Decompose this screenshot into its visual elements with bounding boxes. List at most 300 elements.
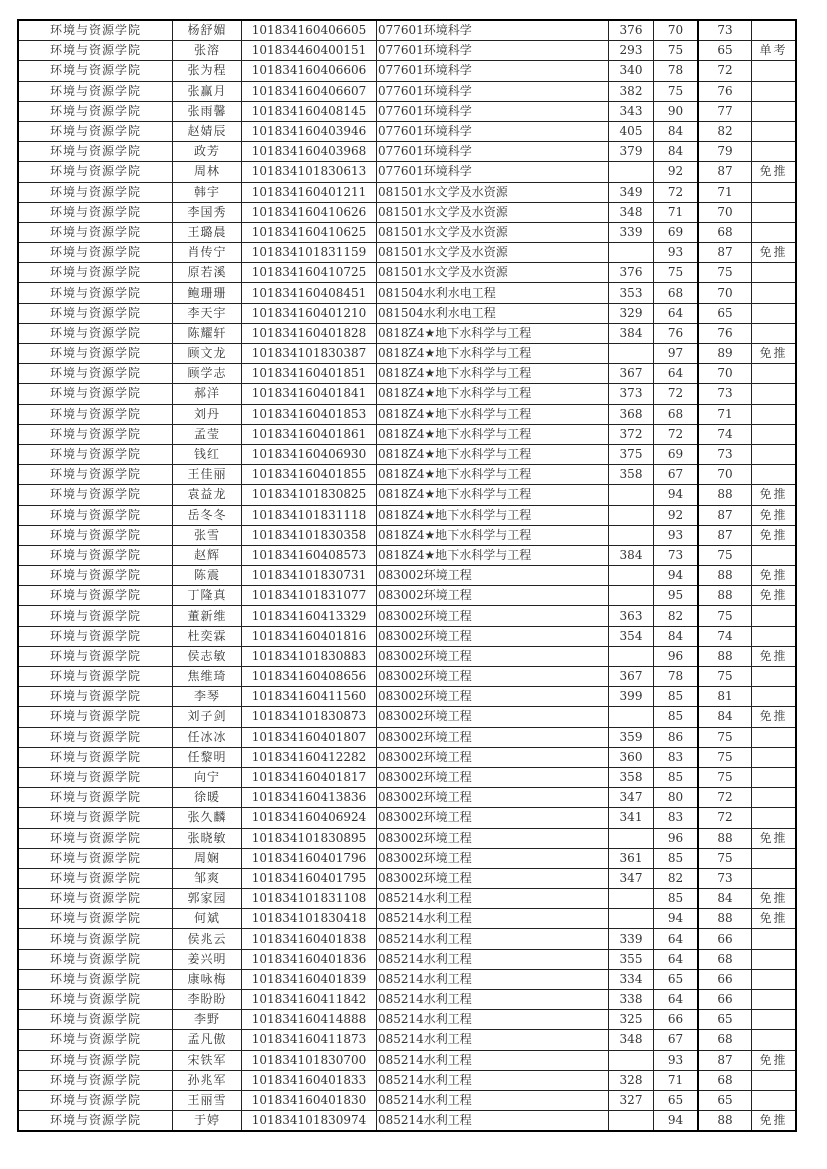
total-score-cell [609,646,654,666]
college-cell: 环境与资源学院 [18,121,173,141]
college-cell: 环境与资源学院 [18,606,173,626]
exam-id-cell: 101834160401839 [242,969,377,989]
final-score-cell: 73 [698,444,752,464]
exam-id-cell: 101834101830731 [242,566,377,586]
exam-id-cell: 101834160401833 [242,1070,377,1090]
college-cell: 环境与资源学院 [18,384,173,404]
major-cell: 085214水利工程 [377,1030,609,1050]
college-cell: 环境与资源学院 [18,101,173,121]
name-cell: 任冰冰 [173,727,242,747]
final-score-cell: 89 [698,344,752,364]
final-score-cell: 71 [698,182,752,202]
name-cell: 任黎明 [173,747,242,767]
retest-score-cell: 94 [654,566,699,586]
final-score-cell: 75 [698,848,752,868]
remark-cell: 免推 [752,889,797,909]
remark-cell [752,545,797,565]
remark-cell [752,444,797,464]
major-cell: 085214水利工程 [377,889,609,909]
total-score-cell: 361 [609,848,654,868]
college-cell: 环境与资源学院 [18,828,173,848]
name-cell: 周林 [173,162,242,182]
remark-cell: 免推 [752,505,797,525]
final-score-cell: 87 [698,243,752,263]
remark-cell [752,990,797,1010]
exam-id-cell: 101834101830883 [242,646,377,666]
retest-score-cell: 68 [654,283,699,303]
college-cell: 环境与资源学院 [18,949,173,969]
college-cell: 环境与资源学院 [18,485,173,505]
final-score-cell: 75 [698,747,752,767]
name-cell: 张为程 [173,61,242,81]
remark-cell: 免推 [752,566,797,586]
remark-cell [752,263,797,283]
remark-cell [752,949,797,969]
major-cell: 081504水利水电工程 [377,283,609,303]
major-cell: 077601环境科学 [377,162,609,182]
exam-id-cell: 101834160408656 [242,667,377,687]
retest-score-cell: 85 [654,767,699,787]
college-cell: 环境与资源学院 [18,1010,173,1030]
retest-score-cell: 65 [654,969,699,989]
total-score-cell: 367 [609,667,654,687]
major-cell: 085214水利工程 [377,1070,609,1090]
total-score-cell: 347 [609,868,654,888]
remark-cell [752,121,797,141]
exam-id-cell: 101834160401816 [242,626,377,646]
retest-score-cell: 97 [654,344,699,364]
table-row [18,243,796,263]
retest-score-cell: 85 [654,848,699,868]
final-score-cell: 66 [698,929,752,949]
college-cell: 环境与资源学院 [18,990,173,1010]
total-score-cell: 405 [609,121,654,141]
final-score-cell: 72 [698,61,752,81]
exam-id-cell: 101834460400151 [242,41,377,61]
table-row [18,303,796,323]
major-cell: 085214水利工程 [377,969,609,989]
total-score-cell: 327 [609,1090,654,1110]
total-score-cell: 358 [609,465,654,485]
major-cell: 083002环境工程 [377,727,609,747]
college-cell: 环境与资源学院 [18,243,173,263]
table-row [18,868,796,888]
college-cell: 环境与资源学院 [18,566,173,586]
final-score-cell: 75 [698,545,752,565]
remark-cell: 免推 [752,525,797,545]
name-cell: 李野 [173,1010,242,1030]
college-cell: 环境与资源学院 [18,344,173,364]
remark-cell: 单考 [752,41,797,61]
total-score-cell: 329 [609,303,654,323]
total-score-cell: 376 [609,263,654,283]
final-score-cell: 70 [698,202,752,222]
major-cell: 0818Z4★地下水科学与工程 [377,545,609,565]
table-row [18,1030,796,1050]
name-cell: 张雨馨 [173,101,242,121]
table-row [18,20,796,41]
total-score-cell: 348 [609,1030,654,1050]
remark-cell [752,404,797,424]
final-score-cell: 74 [698,424,752,444]
name-cell: 钱红 [173,444,242,464]
exam-id-cell: 101834160408145 [242,101,377,121]
table-row [18,1111,796,1132]
remark-cell [752,182,797,202]
total-score-cell: 340 [609,61,654,81]
major-cell: 077601环境科学 [377,81,609,101]
name-cell: 侯志敏 [173,646,242,666]
exam-id-cell: 101834160411873 [242,1030,377,1050]
major-cell: 085214水利工程 [377,1010,609,1030]
retest-score-cell: 76 [654,323,699,343]
retest-score-cell: 71 [654,1070,699,1090]
remark-cell [752,202,797,222]
retest-score-cell: 72 [654,424,699,444]
major-cell: 081501水文学及水资源 [377,202,609,222]
college-cell: 环境与资源学院 [18,889,173,909]
table-row [18,505,796,525]
remark-cell [752,626,797,646]
name-cell: 于婷 [173,1111,242,1132]
retest-score-cell: 78 [654,667,699,687]
table-row [18,142,796,162]
college-cell: 环境与资源学院 [18,1030,173,1050]
retest-score-cell: 82 [654,868,699,888]
college-cell: 环境与资源学院 [18,868,173,888]
name-cell: 向宁 [173,767,242,787]
table-row [18,101,796,121]
remark-cell [752,222,797,242]
table-row [18,121,796,141]
total-score-cell: 373 [609,384,654,404]
total-score-cell: 347 [609,788,654,808]
major-cell: 077601环境科学 [377,20,609,41]
name-cell: 赵辉 [173,545,242,565]
remark-cell: 免推 [752,646,797,666]
retest-score-cell: 92 [654,162,699,182]
final-score-cell: 66 [698,990,752,1010]
final-score-cell: 68 [698,1070,752,1090]
total-score-cell [609,243,654,263]
table-row [18,263,796,283]
exam-id-cell: 101834101831159 [242,243,377,263]
major-cell: 0818Z4★地下水科学与工程 [377,344,609,364]
remark-cell [752,808,797,828]
table-row [18,949,796,969]
name-cell: 康咏梅 [173,969,242,989]
retest-score-cell: 84 [654,142,699,162]
final-score-cell: 76 [698,323,752,343]
name-cell: 宋铁军 [173,1050,242,1070]
major-cell: 0818Z4★地下水科学与工程 [377,323,609,343]
final-score-cell: 88 [698,485,752,505]
table-row [18,525,796,545]
total-score-cell [609,889,654,909]
retest-score-cell: 86 [654,727,699,747]
total-score-cell: 376 [609,20,654,41]
college-cell: 环境与资源学院 [18,81,173,101]
name-cell: 徐暖 [173,788,242,808]
exam-id-cell: 101834101830974 [242,1111,377,1132]
exam-id-cell: 101834160403946 [242,121,377,141]
name-cell: 陈震 [173,566,242,586]
table-row [18,364,796,384]
remark-cell: 免推 [752,1111,797,1132]
remark-cell [752,465,797,485]
major-cell: 0818Z4★地下水科学与工程 [377,465,609,485]
table-row [18,727,796,747]
remark-cell [752,384,797,404]
retest-score-cell: 96 [654,828,699,848]
college-cell: 环境与资源学院 [18,687,173,707]
major-cell: 083002环境工程 [377,646,609,666]
table-row [18,283,796,303]
exam-id-cell: 101834160406605 [242,20,377,41]
table-row [18,687,796,707]
remark-cell [752,1090,797,1110]
college-cell: 环境与资源学院 [18,364,173,384]
table-row [18,808,796,828]
remark-cell: 免推 [752,828,797,848]
table-row [18,81,796,101]
exam-id-cell: 101834160401861 [242,424,377,444]
exam-id-cell: 101834160401851 [242,364,377,384]
name-cell: 王璐晨 [173,222,242,242]
college-cell: 环境与资源学院 [18,424,173,444]
major-cell: 081501水文学及水资源 [377,182,609,202]
name-cell: 赵婧辰 [173,121,242,141]
college-cell: 环境与资源学院 [18,545,173,565]
final-score-cell: 75 [698,263,752,283]
major-cell: 083002环境工程 [377,868,609,888]
exam-id-cell: 101834101830387 [242,344,377,364]
college-cell: 环境与资源学院 [18,61,173,81]
major-cell: 081501水文学及水资源 [377,263,609,283]
name-cell: 张晓敏 [173,828,242,848]
total-score-cell [609,162,654,182]
remark-cell [752,848,797,868]
name-cell: 袁益龙 [173,485,242,505]
total-score-cell: 368 [609,404,654,424]
remark-cell [752,61,797,81]
remark-cell [752,303,797,323]
exam-id-cell: 101834160401210 [242,303,377,323]
college-cell: 环境与资源学院 [18,1070,173,1090]
exam-id-cell: 101834101830825 [242,485,377,505]
total-score-cell: 325 [609,1010,654,1030]
major-cell: 0818Z4★地下水科学与工程 [377,505,609,525]
exam-id-cell: 101834101830873 [242,707,377,727]
final-score-cell: 65 [698,41,752,61]
table-row [18,323,796,343]
college-cell: 环境与资源学院 [18,404,173,424]
remark-cell [752,1070,797,1090]
table-row [18,848,796,868]
retest-score-cell: 93 [654,243,699,263]
retest-score-cell: 84 [654,626,699,646]
total-score-cell: 343 [609,101,654,121]
exam-id-cell: 101834160412282 [242,747,377,767]
remark-cell [752,81,797,101]
table-row [18,202,796,222]
final-score-cell: 82 [698,121,752,141]
college-cell: 环境与资源学院 [18,1050,173,1070]
retest-score-cell: 68 [654,404,699,424]
exam-id-cell: 101834160401796 [242,848,377,868]
final-score-cell: 87 [698,162,752,182]
table-row [18,182,796,202]
retest-score-cell: 67 [654,465,699,485]
exam-id-cell: 101834160406607 [242,81,377,101]
total-score-cell [609,485,654,505]
major-cell: 0818Z4★地下水科学与工程 [377,364,609,384]
total-score-cell: 348 [609,202,654,222]
retest-score-cell: 72 [654,384,699,404]
college-cell: 环境与资源学院 [18,626,173,646]
total-score-cell: 328 [609,1070,654,1090]
total-score-cell [609,525,654,545]
final-score-cell: 68 [698,1030,752,1050]
table-row [18,545,796,565]
exam-id-cell: 101834160410625 [242,222,377,242]
college-cell: 环境与资源学院 [18,162,173,182]
major-cell: 085214水利工程 [377,1050,609,1070]
exam-id-cell: 101834160413329 [242,606,377,626]
final-score-cell: 87 [698,1050,752,1070]
name-cell: 杨舒媚 [173,20,242,41]
total-score-cell: 334 [609,969,654,989]
remark-cell [752,20,797,41]
total-score-cell: 360 [609,747,654,767]
final-score-cell: 88 [698,646,752,666]
major-cell: 083002环境工程 [377,808,609,828]
final-score-cell: 73 [698,384,752,404]
retest-score-cell: 85 [654,707,699,727]
college-cell: 环境与资源学院 [18,465,173,485]
major-cell: 0818Z4★地下水科学与工程 [377,424,609,444]
retest-score-cell: 82 [654,606,699,626]
name-cell: 政芳 [173,142,242,162]
exam-id-cell: 101834160401817 [242,767,377,787]
college-cell: 环境与资源学院 [18,41,173,61]
exam-id-cell: 101834160414888 [242,1010,377,1030]
remark-cell [752,868,797,888]
remark-cell [752,283,797,303]
name-cell: 董新维 [173,606,242,626]
table-row [18,646,796,666]
college-cell: 环境与资源学院 [18,969,173,989]
name-cell: 鲍珊珊 [173,283,242,303]
major-cell: 077601环境科学 [377,121,609,141]
exam-id-cell: 101834160401836 [242,949,377,969]
exam-id-cell: 101834160411560 [242,687,377,707]
table-row [18,788,796,808]
total-score-cell: 339 [609,222,654,242]
exam-id-cell: 101834160406606 [242,61,377,81]
retest-score-cell: 75 [654,81,699,101]
retest-score-cell: 75 [654,41,699,61]
table-row [18,747,796,767]
exam-id-cell: 101834101830358 [242,525,377,545]
major-cell: 083002环境工程 [377,667,609,687]
remark-cell: 免推 [752,485,797,505]
name-cell: 张溶 [173,41,242,61]
final-score-cell: 88 [698,566,752,586]
major-cell: 085214水利工程 [377,1090,609,1110]
table-row [18,222,796,242]
name-cell: 岳冬冬 [173,505,242,525]
name-cell: 肖传宁 [173,243,242,263]
major-cell: 077601环境科学 [377,142,609,162]
total-score-cell [609,707,654,727]
total-score-cell [609,505,654,525]
college-cell: 环境与资源学院 [18,727,173,747]
total-score-cell: 367 [609,364,654,384]
remark-cell [752,667,797,687]
total-score-cell [609,344,654,364]
table-row [18,1010,796,1030]
exam-id-cell: 101834160401838 [242,929,377,949]
college-cell: 环境与资源学院 [18,303,173,323]
total-score-cell: 354 [609,626,654,646]
final-score-cell: 81 [698,687,752,707]
college-cell: 环境与资源学院 [18,1090,173,1110]
name-cell: 何斌 [173,909,242,929]
retest-score-cell: 83 [654,808,699,828]
retest-score-cell: 73 [654,545,699,565]
table-row [18,404,796,424]
college-cell: 环境与资源学院 [18,586,173,606]
final-score-cell: 65 [698,1090,752,1110]
major-cell: 081504水利水电工程 [377,303,609,323]
major-cell: 085214水利工程 [377,929,609,949]
name-cell: 周娴 [173,848,242,868]
college-cell: 环境与资源学院 [18,848,173,868]
name-cell: 陈耀轩 [173,323,242,343]
remark-cell [752,767,797,787]
retest-score-cell: 69 [654,222,699,242]
major-cell: 0818Z4★地下水科学与工程 [377,444,609,464]
college-cell: 环境与资源学院 [18,788,173,808]
table-row [18,606,796,626]
total-score-cell [609,586,654,606]
retest-score-cell: 69 [654,444,699,464]
retest-score-cell: 64 [654,364,699,384]
table-row [18,41,796,61]
name-cell: 丁隆真 [173,586,242,606]
final-score-cell: 65 [698,1010,752,1030]
college-cell: 环境与资源学院 [18,747,173,767]
total-score-cell [609,1111,654,1132]
name-cell: 王佳丽 [173,465,242,485]
total-score-cell: 382 [609,81,654,101]
college-cell: 环境与资源学院 [18,182,173,202]
college-cell: 环境与资源学院 [18,283,173,303]
final-score-cell: 65 [698,303,752,323]
final-score-cell: 75 [698,667,752,687]
name-cell: 李琴 [173,687,242,707]
college-cell: 环境与资源学院 [18,142,173,162]
final-score-cell: 87 [698,525,752,545]
exam-id-cell: 101834160413836 [242,788,377,808]
name-cell: 李天宇 [173,303,242,323]
exam-id-cell: 101834160401830 [242,1090,377,1110]
major-cell: 085214水利工程 [377,990,609,1010]
name-cell: 孟莹 [173,424,242,444]
retest-score-cell: 78 [654,61,699,81]
table-row [18,586,796,606]
